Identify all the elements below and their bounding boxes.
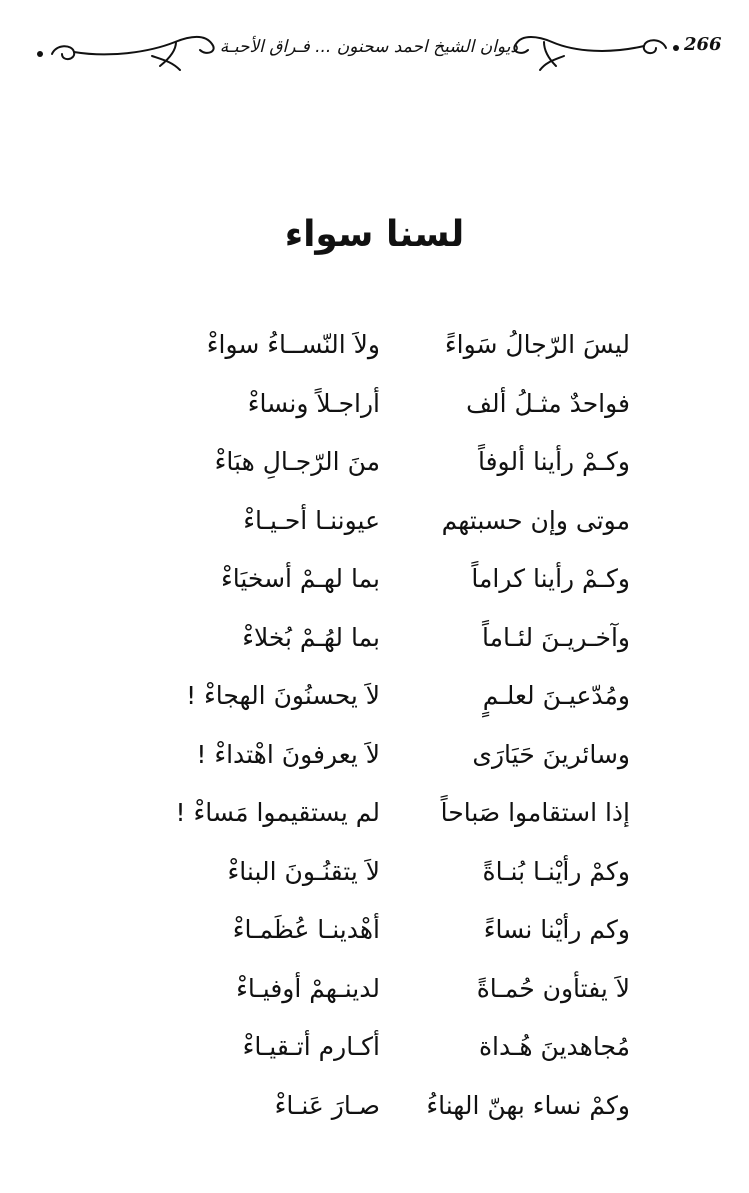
- verse-second-hemistich: ولاَ النّســاءُ سواءْ: [206, 330, 380, 359]
- verse-second-hemistich: لاَ يعرفونَ اهْتداءْ !: [196, 739, 380, 769]
- poem-title: لسنا سواء: [284, 214, 465, 255]
- verse-row: [150, 437, 630, 496]
- verse-first-hemistich: مُجاهدينَ هُـداة: [478, 1032, 630, 1061]
- verse-second-hemistich: أراجـلاً ونساءْ: [247, 388, 380, 418]
- verse-row: [150, 320, 630, 379]
- verse-first-hemistich: موتى وإن حسبتهم: [441, 505, 630, 535]
- verse-first-hemistich: فواحدٌ مثـلُ ألف: [466, 388, 630, 418]
- verse-first-hemistich: وآخـريـنَ لئـاماً: [482, 622, 630, 652]
- verse-second-hemistich: صـارَ عَنـاءْ: [274, 1090, 380, 1120]
- verse-first-hemistich: ومُدّعيـنَ لعلـمٍ: [482, 681, 630, 710]
- page-header: [0, 0, 749, 90]
- verse-row: [150, 671, 630, 730]
- verse-second-hemistich: لاَ يتقنُـونَ البناءْ: [227, 856, 380, 886]
- page-number: 266: [684, 34, 722, 55]
- verse-first-hemistich: وسائرينَ حَيَارَى: [472, 739, 630, 769]
- verse-row: [150, 788, 630, 847]
- verse-second-hemistich: بما لهُـمْ بُخلاءْ: [242, 622, 380, 652]
- running-title: ديوان الشيخ احمد سحنون ... فـراق الأحبـة: [219, 37, 518, 57]
- verse-row: [150, 554, 630, 613]
- verse-row: [150, 964, 630, 1023]
- verse-second-hemistich: أكـارم أتـقيـاءْ: [242, 1032, 380, 1061]
- verse-first-hemistich: وكمْ نساء بهنّ الهناءُ: [426, 1090, 630, 1120]
- verse-second-hemistich: أهْدينـا عُظَمـاءْ: [232, 915, 380, 944]
- verse-second-hemistich: منَ الرّجـالِ هبَاءْ: [214, 447, 380, 476]
- verse-row: [150, 1022, 630, 1081]
- verse-first-hemistich: وكم رأيْنا نساءً: [483, 915, 630, 944]
- verse-row: [150, 905, 630, 964]
- verse-second-hemistich: عيوننـا أحـيـاءْ: [243, 505, 380, 535]
- poem-body: [150, 320, 630, 1139]
- verse-row: [150, 496, 630, 555]
- verse-second-hemistich: لم يستقيموا مَساءْ !: [175, 798, 380, 827]
- verse-second-hemistich: لدينـهمْ أوفيـاءْ: [236, 973, 380, 1003]
- verse-row: [150, 847, 630, 906]
- verse-row: [150, 613, 630, 672]
- verse-first-hemistich: لاَ يفتأون حُمـاةً: [476, 973, 630, 1003]
- verse-first-hemistich: وكـمْ رأينا ألوفاً: [477, 447, 630, 476]
- verse-second-hemistich: بما لهـمْ أسخيَاءْ: [221, 564, 380, 593]
- verse-row: [150, 1081, 630, 1140]
- verse-second-hemistich: لاَ يحسنُونَ الهجاءْ !: [186, 681, 380, 710]
- verse-first-hemistich: إذا استقاموا صَباحاً: [440, 798, 630, 827]
- verse-row: [150, 379, 630, 438]
- verse-first-hemistich: ليسَ الرّجالُ سَواءً: [444, 330, 630, 359]
- verse-first-hemistich: وكـمْ رأينا كراماً: [471, 564, 630, 593]
- verse-first-hemistich: وكمْ رأيْنـا بُنـاةً: [482, 856, 630, 886]
- verse-row: [150, 730, 630, 789]
